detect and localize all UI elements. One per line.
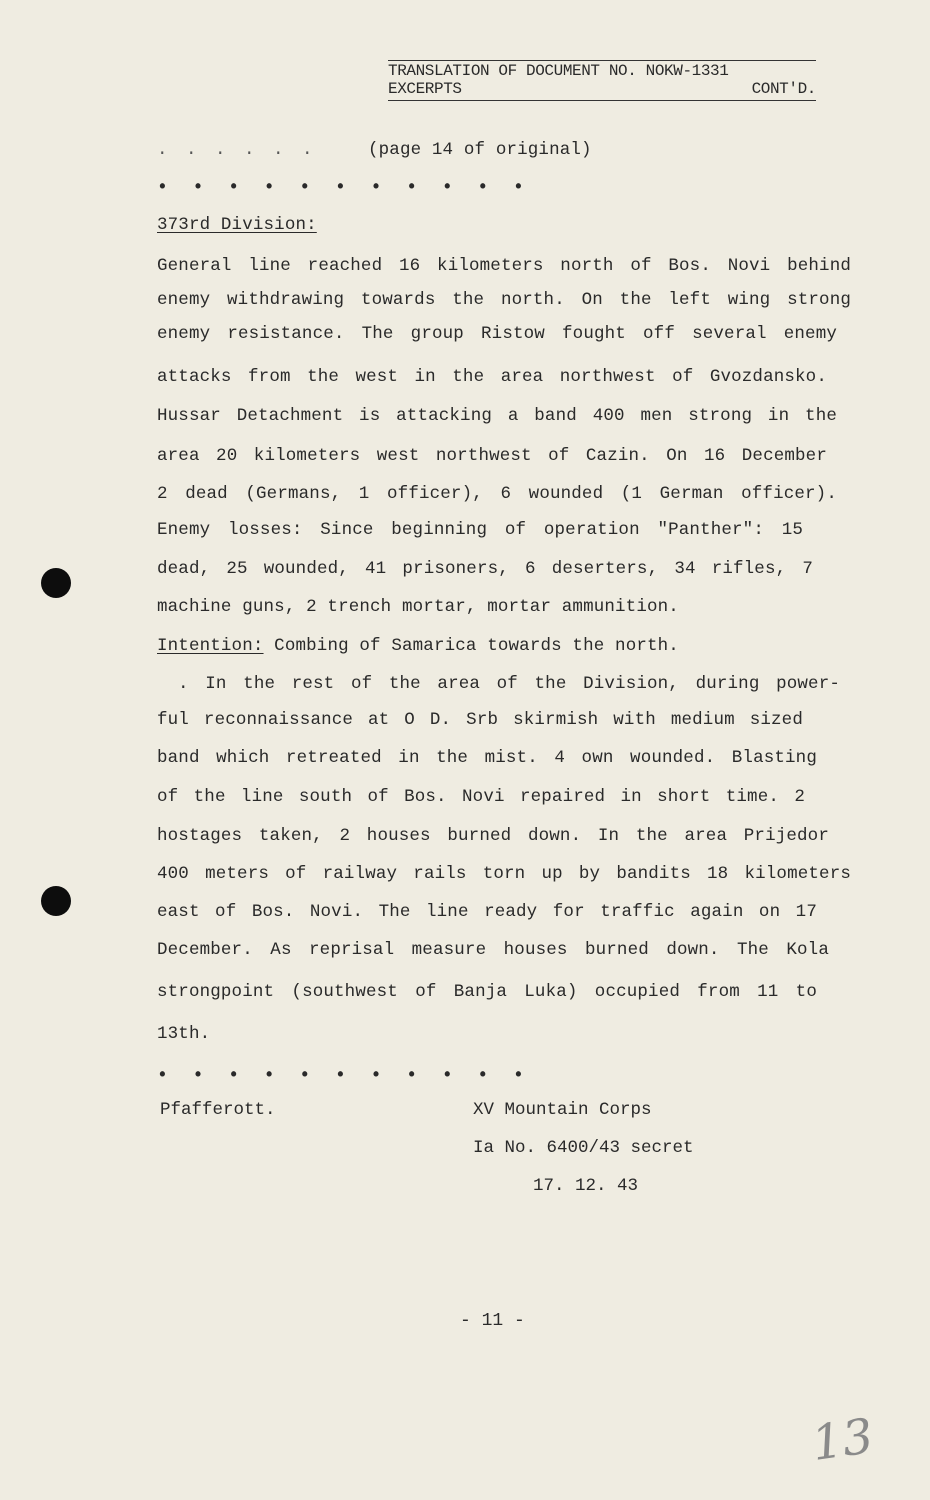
text-line: ful reconnaissance at O D. Srb skirmish with medium sized: [157, 710, 803, 730]
signature-name: Pfafferott.: [160, 1100, 276, 1120]
handwritten-page-mark: 13: [808, 1408, 877, 1472]
intention-label: Intention:: [157, 636, 264, 656]
text-line: hostages taken, 2 houses burned down. In the area Prijedor: [157, 826, 829, 846]
text-line: dead, 25 wounded, 41 prisoners, 6 deserters, 34 rifles, 7: [157, 559, 813, 579]
reference-number: Ia No. 6400/43 secret: [473, 1138, 694, 1158]
header-title: TRANSLATION OF DOCUMENT NO. NOKW-1331: [388, 62, 729, 80]
text-line: Hussar Detachment is attacking a band 400 men strong in the: [157, 406, 837, 426]
header-excerpts: EXCERPTS: [388, 80, 462, 98]
intention-text: Combing of Samarica towards the north.: [263, 636, 679, 656]
text-line: Enemy losses: Since beginning of operation "Panther": 15: [157, 520, 803, 540]
text-line: December. As reprisal measure houses burned down. The Kola: [157, 940, 829, 960]
text-line: enemy withdrawing towards the north. On the left wing strong: [157, 290, 851, 310]
page-ref: (page 14 of original): [368, 140, 592, 160]
text-line: attacks from the west in the area northwest of Gvozdansko.: [157, 367, 827, 387]
intention-line: [157, 636, 679, 656]
section-title: 373rd Division:: [157, 215, 317, 235]
text-line: band which retreated in the mist. 4 own wounded. Blasting: [157, 748, 817, 768]
document-header: [388, 60, 816, 101]
corps-name: XV Mountain Corps: [473, 1100, 652, 1120]
header-contd: CONT'D.: [751, 80, 816, 98]
text-line: enemy resistance. The group Ristow fought off several enemy: [157, 324, 837, 344]
text-line: 400 meters of railway rails torn up by bandits 18 kilometers: [157, 864, 851, 884]
separator-dots: • • • • • • • • • • •: [157, 178, 531, 198]
text-line: . In the rest of the area of the Division, during power-: [178, 674, 840, 694]
page-number: - 11 -: [460, 1311, 525, 1331]
text-line: 13th.: [157, 1024, 211, 1044]
text-line: strongpoint (southwest of Banja Luka) occupied from 11 to: [157, 982, 817, 1002]
text-line: 2 dead (Germans, 1 officer), 6 wounded (1 German officer).: [157, 484, 837, 504]
punch-hole: [41, 886, 71, 916]
text-line: east of Bos. Novi. The line ready for traffic again on 17: [157, 902, 817, 922]
document-date: 17. 12. 43: [533, 1176, 639, 1196]
text-line: area 20 kilometers west northwest of Cazin. On 16 December: [157, 446, 827, 466]
page-ref-dots: . . . . . .: [157, 140, 317, 160]
punch-hole: [41, 568, 71, 598]
text-line: machine guns, 2 trench mortar, mortar ammunition.: [157, 597, 679, 617]
text-line: General line reached 16 kilometers north of Bos. Novi behind: [157, 256, 851, 276]
separator-dots: • • • • • • • • • • •: [157, 1066, 531, 1086]
text-line: of the line south of Bos. Novi repaired in short time. 2: [157, 787, 805, 807]
